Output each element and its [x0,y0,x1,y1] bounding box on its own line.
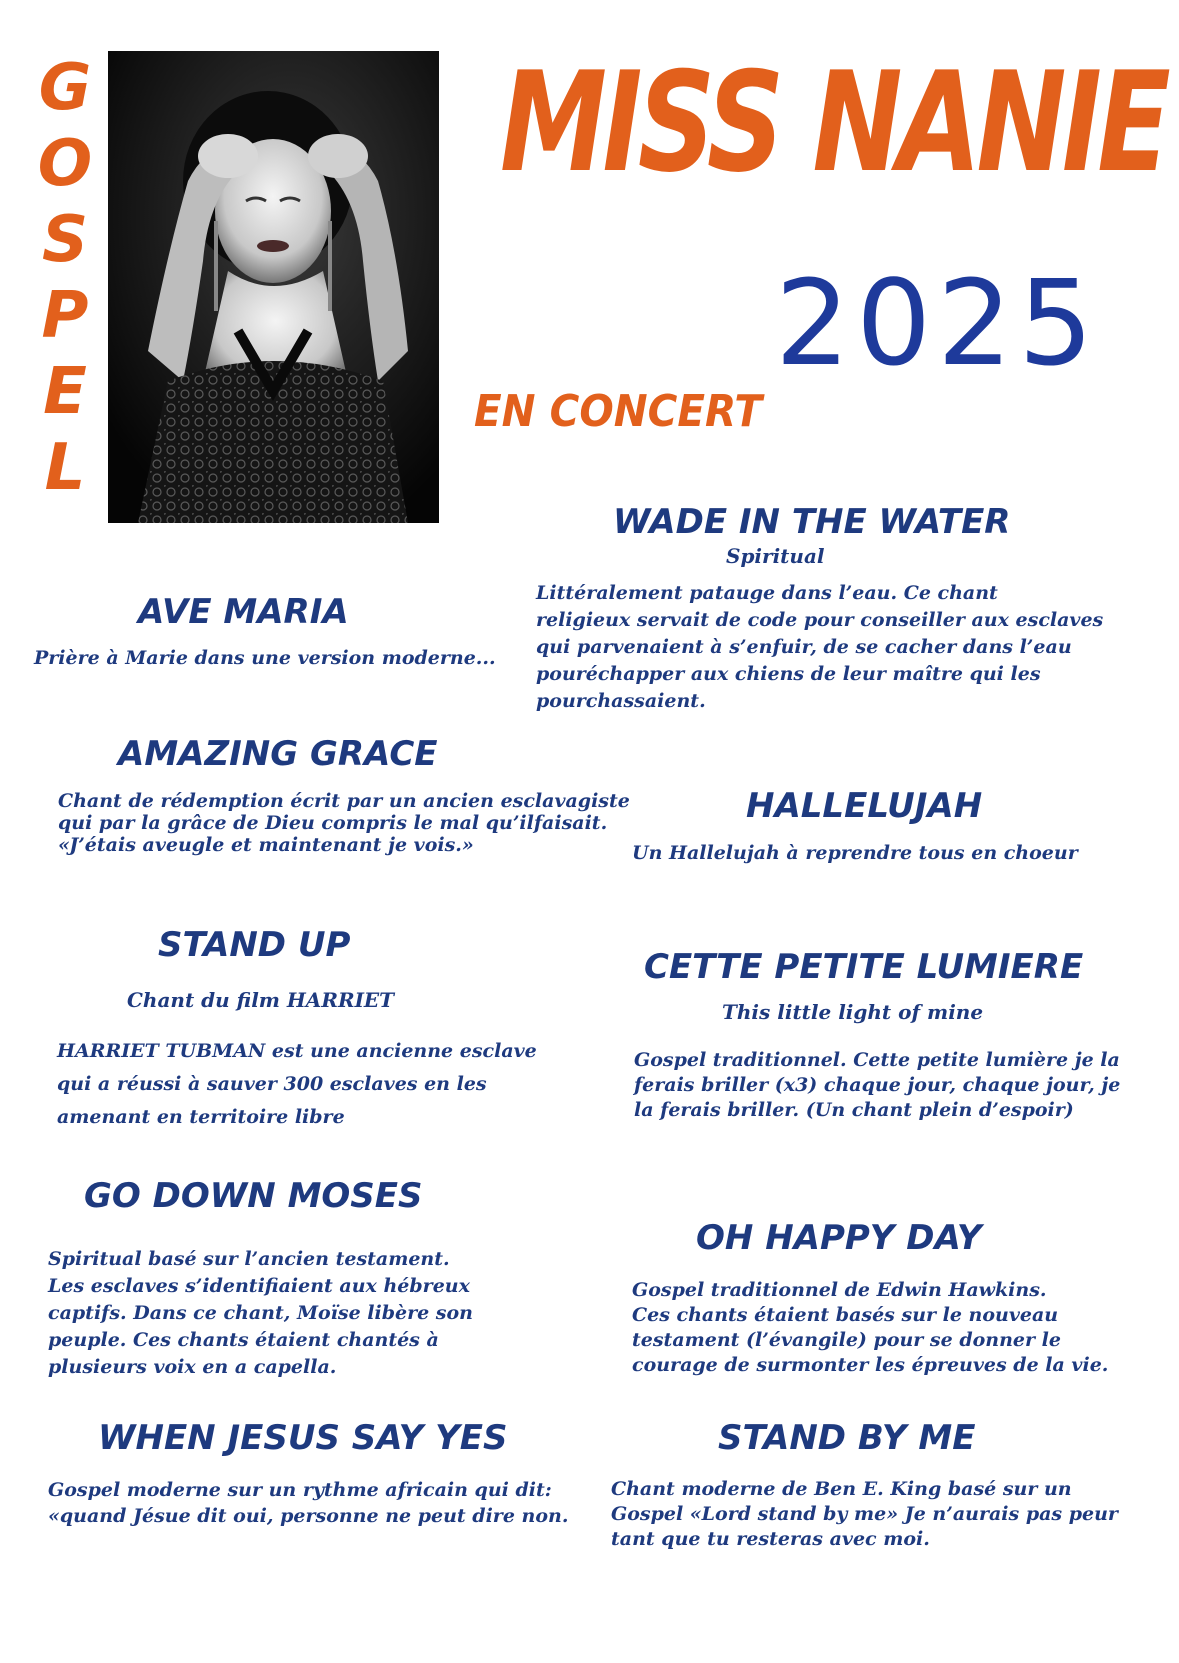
song-title-amazing-grace: AMAZING GRACE [118,734,438,774]
description-line: Un Hallelujah à reprendre tous en choeur [632,842,1078,864]
concert-year: 2025 [775,254,1100,392]
description-line: qui a réussi à sauver 300 esclaves en les [57,1073,487,1095]
gospel-letter: P [41,279,89,353]
description-line: peuple. Ces chants étaient chantés à [48,1329,439,1351]
song-subtitle-wade: Spiritual [726,544,825,568]
song-title-when-jesus-say-yes: WHEN JESUS SAY YES [98,1418,508,1458]
song-subtitle-stand-up: Chant du film HARRIET [127,988,395,1012]
description-line: qui par la grâce de Dieu compris le mal qu’ilfaisait. [58,812,608,834]
description-line: pouréchapper aux chiens de leur maître qui les [536,663,1041,685]
song-title-hallelujah: HALLELUJAH [746,786,983,826]
song-description-stand-by-me [611,1477,1118,1552]
description-line: amenant en territoire libre [57,1106,345,1128]
description-line: qui parvenaient à s’enfuir, de se cacher dans l’eau [536,636,1072,658]
description-line: «quand Jésue dit oui, personne ne peut dire non. [48,1505,569,1527]
gospel-letter: E [43,355,87,429]
description-line: Chant de rédemption écrit par un ancien esclavagiste [58,790,630,812]
song-title-stand-by-me: STAND BY ME [718,1418,976,1458]
description-line: pourchassaient. [536,690,706,712]
description-line: «J’étais aveugle et maintenant je vois.» [58,834,474,856]
description-line: Chant moderne de Ben E. King basé sur un [611,1478,1072,1500]
description-line: courage de surmonter les épreuves de la vie. [632,1354,1109,1376]
song-description-oh-happy-day [632,1278,1108,1378]
song-title-oh-happy-day: OH HAPPY DAY [696,1218,982,1258]
concert-subtitle: EN CONCERT [474,386,762,437]
artist-title: MISS NANIE [500,42,1167,203]
description-line: Gospel traditionnel. Cette petite lumière je la [634,1049,1120,1071]
gospel-letter: O [37,127,93,201]
song-title-go-down-moses: GO DOWN MOSES [84,1176,423,1216]
description-line: captifs. Dans ce chant, Moïse libère son [48,1302,473,1324]
description-line: Ces chants étaient basés sur le nouveau [632,1304,1059,1326]
gospel-letter: S [41,203,89,277]
description-line: Gospel moderne sur un rythme africain qui dit: [48,1479,552,1501]
singer-portrait-image [108,51,439,523]
description-line: Spiritual basé sur l’ancien testament. [48,1248,450,1270]
song-description-cette-petite-lumiere [634,1048,1120,1123]
gospel-letter: G [38,51,92,125]
song-title-cette-petite-lumiere: CETTE PETITE LUMIERE [644,947,1084,987]
gospel-vertical-text [30,50,100,506]
song-description-go-down-moses [48,1246,473,1381]
description-line: religieux servait de code pour conseiller aux esclaves [536,609,1104,631]
song-title-wade-in-the-water: WADE IN THE WATER [613,502,1011,542]
song-description-wade [536,580,1103,715]
song-description-hallelujah [632,840,1078,867]
description-line: testament (l’évangile) pour se donner le [632,1329,1061,1351]
song-description-when-jesus-say-yes [48,1477,568,1529]
singer-photo [108,51,439,523]
description-line: tant que tu resteras avec moi. [611,1528,930,1550]
description-line: ferais briller (x3) chaque jour, chaque jour, je [634,1074,1121,1096]
description-line: plusieurs voix en a capella. [48,1356,337,1378]
song-title-ave-maria: AVE MARIA [138,592,349,632]
song-description-stand-up [57,1035,537,1134]
song-description-ave-maria [34,645,496,672]
description-line: Gospel «Lord stand by me» Je n’aurais pas peur [611,1503,1118,1525]
description-line: HARRIET TUBMAN est une ancienne esclave [57,1040,537,1062]
description-line: la ferais briller. (Un chant plein d’espoir) [634,1099,1074,1121]
description-line: Les esclaves s’identifiaient aux hébreux [48,1275,470,1297]
song-subtitle-cette-petite-lumiere: This little light of mine [722,1000,984,1024]
gospel-letter: L [44,431,86,505]
description-line: Littéralement patauge dans l’eau. Ce chant [536,582,998,604]
song-description-amazing-grace [58,790,630,856]
description-line: Gospel traditionnel de Edwin Hawkins. [632,1279,1047,1301]
song-title-stand-up: STAND UP [158,925,351,965]
description-line: Prière à Marie dans une version moderne... [34,647,496,669]
